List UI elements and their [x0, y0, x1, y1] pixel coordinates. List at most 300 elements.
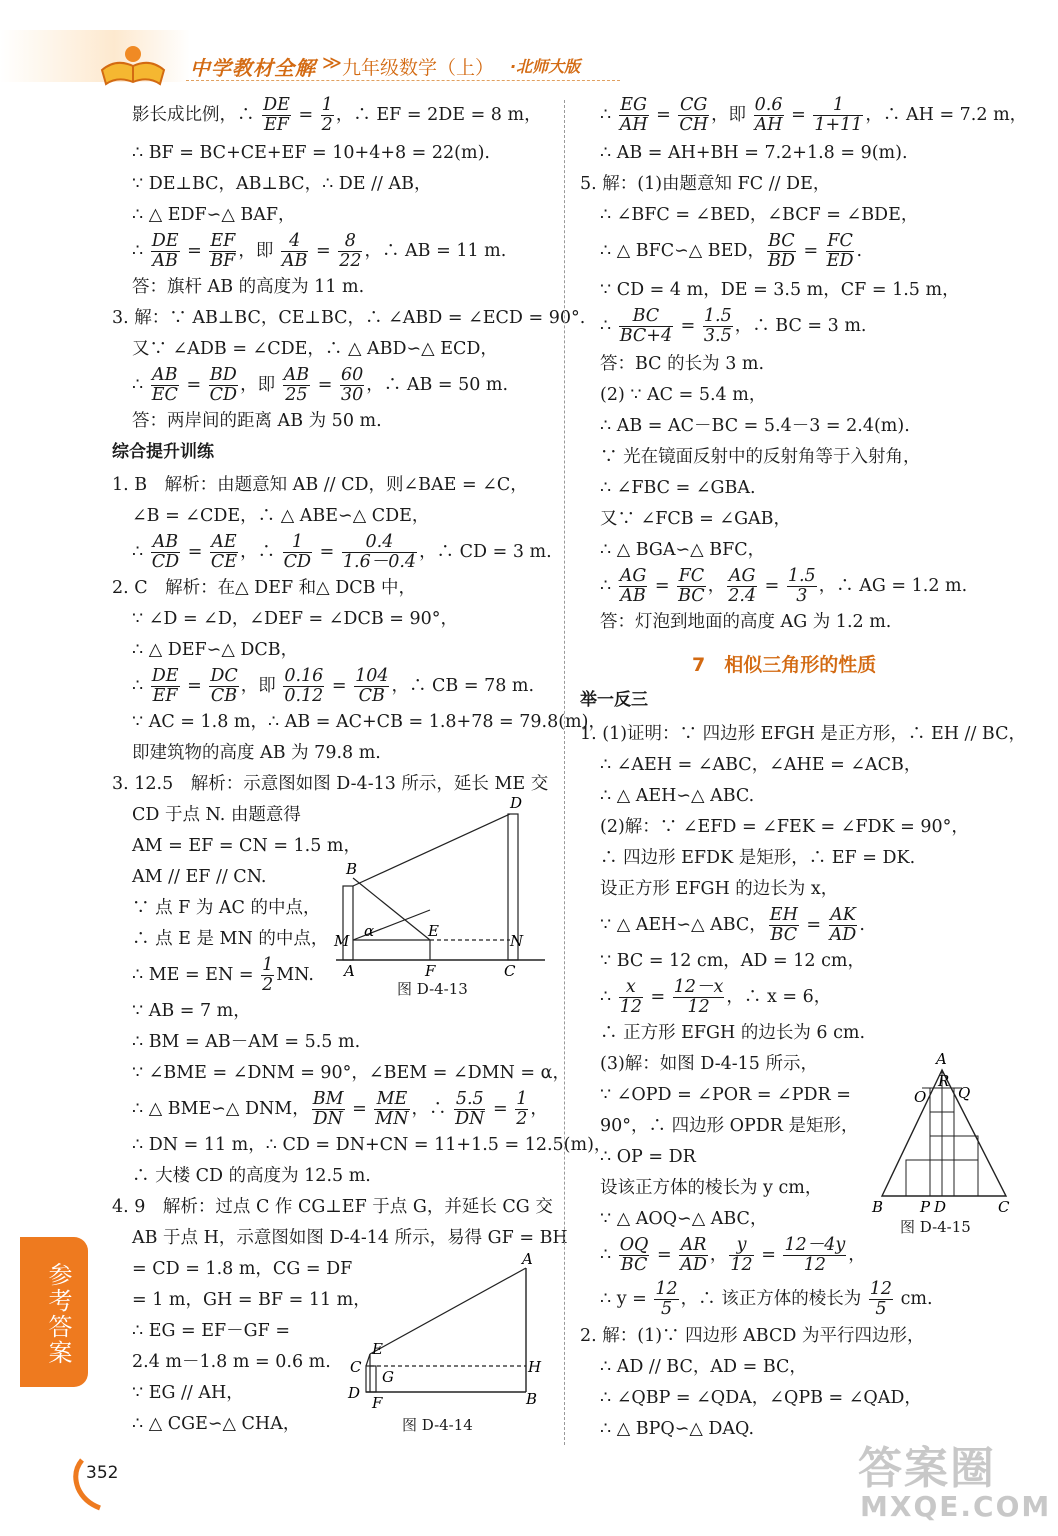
fraction	[338, 232, 362, 271]
fraction-denominator: 25	[285, 385, 308, 405]
fraction-denominator: AB	[152, 251, 178, 271]
formula-text: =	[310, 241, 337, 261]
header-rule	[186, 80, 620, 81]
formula-text: =	[487, 1099, 514, 1119]
fraction-denominator: 2	[321, 115, 333, 135]
fraction-numerator: 1.5	[703, 306, 732, 326]
formula-text: ，∴ AH = 7.2 m，	[865, 105, 1028, 125]
fraction-numerator: 0.16	[284, 666, 324, 686]
formula-line	[132, 366, 508, 405]
solution-line: ∴ △ DEF∽△ DCB，	[132, 640, 299, 660]
fraction-numerator: 1	[283, 533, 312, 553]
fraction-numerator: AE	[211, 532, 237, 552]
fraction	[619, 96, 649, 135]
fraction	[767, 232, 796, 271]
solution-line: ∴ ∠FBC = ∠GBA.	[600, 478, 756, 498]
fraction-denominator: DN	[455, 1109, 485, 1129]
fraction-numerator: EF	[210, 231, 236, 251]
book-edition: ·北师大版	[510, 57, 581, 76]
solution-line: AB 于点 H，示意图如图 D-4-14 所示，易得 GF = BH	[132, 1228, 568, 1248]
solution-line: 答：两岸间的距离 AB 为 50 m.	[132, 411, 382, 431]
fraction	[783, 1236, 846, 1275]
formula-text: ∴ y =	[600, 1289, 653, 1309]
fraction-numerator: BC	[768, 231, 795, 251]
fraction	[342, 533, 417, 572]
solution-line: 又∵ ∠ADB = ∠CDE，∴ △ ABD∽△ ECD，	[132, 339, 498, 359]
fraction-numerator: 1	[516, 1089, 528, 1109]
solution-line: AM = EF = CN = 1.5 m，	[132, 836, 362, 856]
formula-text: ，∴ CB = 78 m.	[391, 676, 535, 696]
solution-line: 3. 12.5 解析：示意图如图 D-4-13 所示，延长 ME 交	[112, 774, 549, 794]
fraction-denominator: EC	[151, 385, 178, 405]
fraction-numerator: x	[619, 978, 643, 998]
formula-text: ∴ ME = EN =	[132, 965, 260, 985]
fraction	[703, 307, 733, 346]
fraction	[209, 366, 238, 405]
formula-text: =	[755, 1245, 782, 1265]
formula-text: =	[800, 915, 827, 935]
formula-line	[600, 1236, 866, 1275]
fraction-denominator: 30	[340, 385, 364, 405]
formula-text: ∴	[600, 105, 617, 125]
header-separator: ≫	[322, 52, 342, 74]
fraction	[729, 1236, 753, 1275]
solution-line: ∴ AB = AH+BH = 7.2+1.8 = 9(m).	[600, 143, 908, 163]
fraction	[151, 533, 180, 572]
formula-text: =	[649, 576, 676, 596]
solution-line: ∴ BF = BC+CE+EF = 10+4+8 = 22(m).	[132, 143, 490, 163]
formula-text: =	[181, 241, 208, 261]
fraction-numerator: EH	[769, 905, 798, 925]
fig414-label-c: C	[350, 1358, 362, 1376]
solution-line: 又∵ ∠FCB = ∠GAB，	[600, 509, 792, 529]
fraction-denominator: 1.6－0.4	[342, 552, 417, 572]
book-subtitle: 九年级数学（上）	[342, 57, 495, 79]
fraction-numerator: 8	[338, 232, 362, 252]
formula-text: =	[326, 676, 353, 696]
fraction	[515, 1090, 528, 1129]
figure-d-4-14	[340, 1250, 550, 1410]
solution-line: ∴ ∠BFC = ∠BED，∠BCF = ∠BDE，	[600, 205, 919, 225]
solution-line: ∵ BC = 12 cm，AD = 12 cm，	[600, 951, 865, 971]
fraction-denominator: AD	[829, 925, 857, 945]
fig415-label-d: D	[934, 1198, 947, 1216]
fraction-denominator: 3.5	[703, 326, 732, 346]
fig415-label-q: Q	[958, 1084, 971, 1102]
solution-line: ∵ EG // AH，	[132, 1383, 244, 1403]
fraction	[281, 232, 309, 271]
solution-line: (3)解：如图 D-4-15 所示，	[600, 1054, 818, 1074]
fraction-numerator: 12－x	[673, 977, 724, 997]
formula-text: =	[651, 1245, 678, 1265]
fraction	[829, 906, 858, 945]
solution-line: ∵ ∠BME = ∠DNM = 90°，∠BEM = ∠DMN = α，	[132, 1063, 570, 1083]
fraction-denominator: BD	[767, 251, 795, 271]
formula-text: =	[797, 241, 824, 261]
formula-text: .	[856, 241, 863, 261]
figure-d-4-13	[330, 790, 550, 980]
fig413-label-d: D	[510, 794, 523, 812]
formula-text: ∴	[132, 676, 149, 696]
formula-text: ，∴ AB = 11 m.	[364, 241, 507, 261]
fraction-denominator: AB	[620, 586, 646, 606]
formula-text: =	[314, 542, 340, 562]
fraction-numerator: AK	[830, 905, 856, 925]
fraction-numerator: OQ	[619, 1235, 649, 1255]
formula-text: MN.	[276, 965, 314, 985]
formula-text: =	[292, 105, 319, 125]
solution-line: (2)解：∵ ∠EFD = ∠FEK = ∠FDK = 90°，	[600, 817, 969, 837]
fraction-numerator: 1	[813, 96, 863, 116]
formula-text: ，∴ BC = 3 m.	[734, 316, 867, 336]
fraction-denominator: 22	[339, 251, 362, 271]
solution-line: ∴ △ EDF∽△ BAF，	[132, 205, 296, 225]
fraction-numerator: ME	[374, 1090, 409, 1110]
fraction	[677, 567, 706, 606]
formula-text: ，	[530, 1099, 548, 1119]
fig413-label-f: F	[425, 962, 436, 980]
solution-line: ∴ 正方形 EFGH 的边长为 6 cm.	[600, 1023, 866, 1043]
fraction	[869, 1280, 893, 1319]
answers-side-tab-label: 参考答案	[44, 1262, 72, 1366]
formula-text: =	[650, 105, 677, 125]
fraction	[151, 366, 179, 405]
fraction-denominator: CE	[210, 552, 238, 572]
fraction-numerator: AB	[152, 365, 178, 385]
fraction	[151, 667, 180, 706]
solution-line: AM // EF // CN.	[132, 867, 267, 887]
formula-text: ，	[848, 1245, 866, 1265]
formula-text: ，即	[711, 105, 752, 125]
formula-text: ∴	[600, 1245, 617, 1265]
fraction-denominator: CH	[679, 115, 709, 135]
solution-line: 即建筑物的高度 AB 为 79.8 m.	[132, 743, 381, 763]
formula-text: ，即	[238, 241, 279, 261]
solution-line: CD 于点 N. 由题意得	[132, 805, 301, 825]
fraction	[754, 96, 784, 135]
formula-text: ，∴ x = 6，	[726, 987, 832, 1007]
solution-line: ∴ AB = AC－BC = 5.4－3 = 2.4(m).	[600, 416, 910, 436]
fraction-denominator: AH	[619, 115, 648, 135]
solution-line: 设正方形 EFGH 的边长为 x，	[600, 879, 839, 899]
formula-line	[132, 1090, 548, 1129]
solution-line: 5. 解：(1)由题意知 FC // DE，	[580, 174, 831, 194]
solution-line: 2.4 m－1.8 m = 0.6 m.	[132, 1352, 331, 1372]
fraction-numerator: 1	[262, 955, 274, 975]
fraction	[262, 96, 291, 135]
fraction	[619, 978, 643, 1017]
fraction	[787, 567, 817, 606]
solution-line: ∴ BM = AB－AM = 5.5 m.	[132, 1032, 361, 1052]
fraction	[312, 1090, 345, 1129]
formula-line	[600, 906, 865, 945]
formula-text: ，∴	[240, 542, 281, 562]
fraction	[454, 1090, 485, 1129]
watermark-url: MXQE.COM	[860, 1490, 1052, 1523]
fraction-denominator: BC	[770, 925, 798, 945]
formula-text: ，∴	[411, 1099, 453, 1119]
formula-text: ∴	[132, 375, 149, 395]
fraction-numerator: AG	[619, 566, 647, 586]
fraction-numerator: 0.6	[754, 95, 783, 115]
fraction	[619, 1236, 650, 1275]
fig415-label-b: B	[872, 1198, 884, 1216]
formula-text: ∴	[600, 316, 617, 336]
solution-line: ∵ CD = 4 m，DE = 3.5 m，CF = 1.5 m，	[600, 280, 960, 300]
fraction	[727, 567, 757, 606]
fraction	[340, 366, 364, 405]
solution-line: ∴ △ CGE∽△ CHA，	[132, 1414, 301, 1434]
solution-line: 答：灯泡到地面的高度 AG 为 1.2 m.	[600, 612, 892, 632]
formula-line	[132, 667, 534, 706]
fraction-numerator: CG	[680, 95, 708, 115]
solution-line: = CD = 1.8 m，CG = DF	[132, 1259, 353, 1279]
chapter-title: 7 相似三角形的性质	[692, 654, 877, 676]
fraction-numerator: AR	[680, 1235, 707, 1255]
formula-line	[600, 1280, 933, 1319]
fraction-denominator: MN	[375, 1109, 409, 1129]
solution-line: ∵ 光在镜面反射中的反射角等于入射角，	[600, 447, 921, 467]
fraction-denominator: 12	[803, 1255, 826, 1275]
formula-text: =	[182, 542, 208, 562]
fraction-denominator: BC	[620, 1255, 648, 1275]
fraction	[261, 956, 274, 995]
formula-text: =	[181, 676, 208, 696]
formula-line	[132, 96, 542, 135]
solution-line: 1. B 解析：由题意知 AB // CD，则∠BAE = ∠C，	[112, 475, 528, 495]
solution-line: ∠B = ∠CDE，∴ △ ABE∽△ CDE，	[132, 506, 430, 526]
solution-line: 1. (1)证明：∵ 四边形 EFGH 是正方形，∴ EH // BC，	[580, 724, 1026, 744]
fraction-numerator: DE	[151, 231, 179, 251]
fraction	[654, 1280, 678, 1319]
solution-line: = 1 m，GH = BF = 11 m，	[132, 1290, 371, 1310]
fraction-numerator: AB	[152, 532, 179, 552]
formula-text: ∴	[600, 987, 617, 1007]
formula-line	[132, 956, 314, 995]
formula-line	[600, 307, 867, 346]
fraction-numerator: BM	[312, 1089, 344, 1109]
fig414-label-b: B	[526, 1390, 538, 1408]
solution-line: ∴ AD // BC，AD = BC，	[600, 1357, 807, 1377]
solution-line: ∴ OP = DR	[600, 1147, 696, 1167]
solution-line: ∴ EG = EF－GF =	[132, 1321, 291, 1341]
formula-text: ，	[707, 576, 726, 596]
formula-text: =	[180, 375, 207, 395]
solution-line: (2) ∵ AC = 5.4 m，	[600, 385, 767, 405]
fraction-denominator: 2	[516, 1109, 528, 1129]
fraction-denominator: AD	[680, 1255, 707, 1275]
fig415-label-c: C	[998, 1198, 1010, 1216]
fig414-label-d: D	[348, 1384, 361, 1402]
formula-text: =	[785, 105, 812, 125]
page-number: 352	[86, 1463, 119, 1483]
fraction-denominator: CB	[210, 686, 238, 706]
fig415-label-r: R	[938, 1072, 950, 1090]
fraction	[619, 567, 648, 606]
fraction-numerator: FC	[827, 231, 853, 251]
fraction-numerator: 5.5	[455, 1089, 484, 1109]
formula-text: ，	[709, 1245, 728, 1265]
fraction	[813, 96, 863, 135]
fig413-label-c: C	[504, 962, 516, 980]
fig413-label-n: N	[510, 932, 524, 950]
solution-line: 答：BC 的长为 3 m.	[600, 354, 765, 374]
formula-text: cm.	[895, 1289, 933, 1309]
fraction-numerator: 1	[321, 95, 333, 115]
fraction	[151, 232, 180, 271]
fraction	[209, 667, 238, 706]
fraction	[374, 1090, 409, 1129]
fraction	[678, 96, 709, 135]
fraction-denominator: CD	[151, 552, 180, 572]
formula-text: ，∴ AB = 50 m.	[366, 375, 509, 395]
solution-line: ∴ ∠AEH = ∠ABC，∠AHE = ∠ACB，	[600, 755, 922, 775]
fraction	[673, 978, 725, 1017]
fraction	[283, 533, 312, 572]
formula-text: ∴	[132, 542, 149, 562]
fig413-label-a: A	[344, 962, 355, 980]
watermark-logo: 答案圈	[858, 1443, 996, 1494]
formula-text: ，∴ CD = 3 m.	[419, 542, 552, 562]
solution-line: 答：旗杆 AB 的高度为 11 m.	[132, 277, 365, 297]
solution-line: ∴ △ BPQ∽△ DAQ.	[600, 1419, 755, 1439]
fraction-numerator: 0.4	[342, 533, 417, 553]
book-logo-icon	[96, 40, 170, 90]
formula-text: =	[644, 987, 671, 1007]
solution-line: ∴ 四边形 EFDK 是矩形，∴ EF = DK.	[600, 848, 916, 868]
solution-line: ∴ ∠QBP = ∠QDA，∠QPB = ∠QAD，	[600, 1388, 922, 1408]
fraction-denominator: BC	[678, 586, 705, 606]
fraction-numerator: 12－4y	[784, 1235, 846, 1255]
fraction-numerator: y	[729, 1236, 753, 1256]
formula-text: ∵ △ AEH∽△ ABC，	[600, 915, 767, 935]
formula-text: ∴ △ BME∽△ DNM，	[132, 1099, 310, 1119]
section-heading: 举一反三	[580, 690, 648, 710]
solution-line: ∴ 点 E 是 MN 的中点，	[132, 929, 329, 949]
fraction	[283, 366, 311, 405]
page-header	[0, 0, 1058, 92]
formula-text: ∴	[600, 576, 617, 596]
solution-line: ∵ △ AOQ∽△ ABC，	[600, 1209, 768, 1229]
fig415-label-o: O	[914, 1088, 927, 1106]
formula-text: ∴	[132, 241, 149, 261]
fraction	[210, 533, 238, 572]
fraction-denominator: CB	[358, 686, 385, 706]
solution-line: 2. C 解析：在△ DEF 和△ DCB 中，	[112, 578, 417, 598]
solution-line: ∵ AC = 1.8 m，∴ AB = AC+CB = 1.8+78 = 79.8(m)，	[132, 712, 606, 732]
formula-text: 影长成比例，∴	[132, 105, 261, 125]
solution-line: ∵ ∠OPD = ∠POR = ∠PDR =	[600, 1085, 851, 1105]
fig415-label-p: P	[920, 1198, 931, 1216]
fraction-denominator: EF	[264, 115, 289, 135]
fig414-label-g: G	[382, 1368, 394, 1386]
fig415-label-a: A	[936, 1050, 947, 1068]
section-heading: 综合提升训练	[112, 442, 214, 462]
fraction	[679, 1236, 708, 1275]
formula-text: ，∴ 该正方体的棱长为	[680, 1289, 867, 1309]
fraction-denominator: 12	[619, 997, 642, 1017]
column-divider	[564, 100, 565, 1445]
figure-caption-d-4-15: 图 D-4-15	[900, 1218, 971, 1236]
fraction-numerator: 12	[655, 1279, 678, 1299]
formula-text: ，∴ AG = 1.2 m.	[818, 576, 968, 596]
fraction	[619, 307, 673, 346]
fraction	[283, 667, 324, 706]
fraction-denominator: DN	[313, 1109, 343, 1129]
solution-line: ∴ 大楼 CD 的高度为 12.5 m.	[132, 1166, 371, 1186]
fraction-numerator: 60	[340, 365, 364, 385]
fraction-denominator: BF	[210, 251, 236, 271]
fraction-numerator: 1.5	[787, 566, 816, 586]
formula-text: ，即	[240, 676, 282, 696]
solution-line: ∴ DN = 11 m，∴ CD = DN+CN = 11+1.5 = 12.5(m)，	[132, 1135, 612, 1155]
fraction-denominator: AB	[281, 251, 308, 271]
formula-line	[600, 567, 967, 606]
fig414-label-h: H	[528, 1358, 542, 1376]
solution-line: ∴ △ BGA∽△ BFC，	[600, 540, 766, 560]
fraction-denominator: 2	[262, 975, 274, 995]
formula-text: ，即	[240, 375, 281, 395]
solution-line: 设该正方体的棱长为 y cm，	[600, 1178, 823, 1198]
fraction-numerator: DC	[210, 666, 238, 686]
solution-line: ∵ ∠D = ∠D，∠DEF = ∠DCB = 90°，	[132, 609, 459, 629]
fraction	[209, 232, 236, 271]
fraction-numerator: DE	[151, 666, 179, 686]
formula-text: =	[346, 1099, 373, 1119]
formula-text: ，∴ EF = 2DE = 8 m，	[335, 105, 542, 125]
fraction-numerator: 104	[355, 666, 389, 686]
fraction-denominator: 5	[660, 1299, 673, 1319]
figure-caption-d-4-14: 图 D-4-14	[402, 1416, 473, 1434]
formula-text: ∴ △ BFC∽△ BED，	[600, 241, 765, 261]
solution-line: 4. 9 解析：过点 C 作 CG⊥EF 于点 G，并延长 CG 交	[112, 1197, 553, 1217]
fig413-label-alpha: α	[364, 922, 375, 940]
fig413-label-m: M	[334, 932, 350, 950]
fraction-denominator: CD	[209, 385, 238, 405]
fraction-denominator: BC+4	[619, 326, 673, 346]
fraction	[321, 96, 334, 135]
fraction-numerator: AB	[283, 365, 310, 385]
fraction-denominator: 12	[687, 997, 710, 1017]
fraction-denominator: 0.12	[284, 686, 324, 706]
solution-line: ∵ AB = 7 m，	[132, 1001, 251, 1021]
fraction	[354, 667, 389, 706]
formula-line	[132, 232, 506, 271]
formula-line	[600, 232, 862, 271]
fraction-numerator: AG	[728, 566, 756, 586]
figure-caption-d-4-13: 图 D-4-13	[397, 980, 468, 998]
fig413-label-e: E	[428, 922, 439, 940]
formula-line	[600, 978, 831, 1017]
fraction-denominator: 12	[730, 1255, 753, 1275]
fraction	[769, 906, 799, 945]
formula-line	[600, 96, 1027, 135]
fraction-numerator: BC	[619, 307, 673, 327]
fraction-denominator: AH	[754, 115, 783, 135]
fraction-denominator: 5	[875, 1299, 887, 1319]
fraction-numerator: FC	[678, 566, 705, 586]
solution-line: 2. 解：(1)∵ 四边形 ABCD 为平行四边形，	[580, 1326, 925, 1346]
fig414-label-a: A	[522, 1250, 533, 1268]
formula-text: .	[859, 915, 865, 935]
fig414-label-e: E	[372, 1340, 383, 1358]
fraction-numerator: 4	[281, 232, 309, 252]
fig413-label-b: B	[346, 860, 358, 878]
fraction-numerator: EG	[620, 95, 648, 115]
formula-line	[132, 533, 552, 572]
fraction-denominator: EF	[152, 686, 178, 706]
fraction-numerator: 12	[869, 1279, 893, 1299]
